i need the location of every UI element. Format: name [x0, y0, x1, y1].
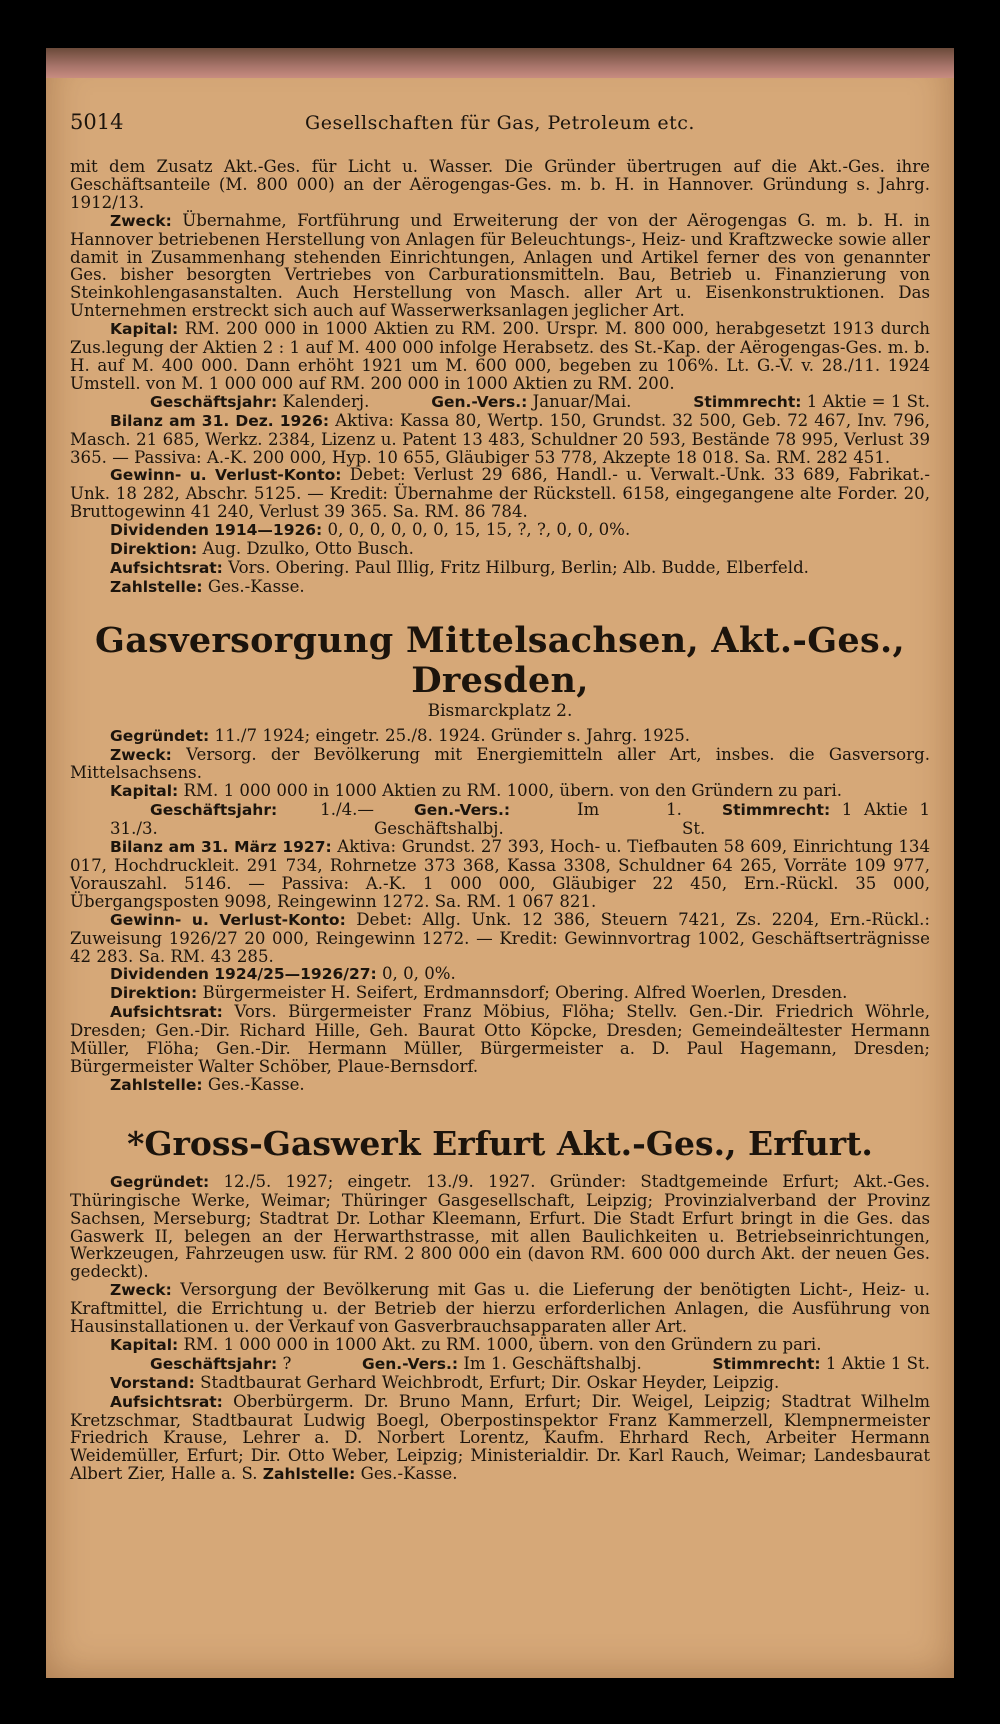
gv-text: Januar/Mai.	[532, 391, 632, 411]
div-text: 0, 0, 0, 0, 0, 0, 15, 15, ?, ?, 0, 0, 0%.	[327, 520, 631, 540]
gj-label: Geschäftsjahr:	[150, 1354, 278, 1373]
company3-aufsichtsrat	[70, 1393, 930, 1485]
ar-text: Oberbürgerm. Dr. Bruno Mann, Erfurt; Dir. Weigel, Leipzig; Stadtrat Wilhelm Kretzschmar, Stadtbaurat Ludwig Boegl, Oberpostinspektor Franz Kammerzell, Klempnermeister Friedrich Krause, Lehrer a. D. Norbert Lorentz, Kaufm. Ehrhard Rech, Arbeiter Hermann Weidemüller, Erfurt; Dir. Otto Weber, Leipzig; Ministerialdir. Dr. Karl Rauch, Weimar; Landesbaurat Albert Zier, Halle a. S.	[70, 1391, 931, 1484]
intro-paragraph: mit dem Zusatz Akt.-Ges. für Licht u. Wasser. Die Gründer übertrugen auf die Akt.-Ges. ihre Geschäftsanteile (M. 800 000) an der Aërogengas-Ges. m. b. H. in Hannover. Gründung s. Jahrg. 1912/13.	[70, 157, 930, 212]
gj-label: Geschäftsjahr:	[150, 801, 278, 820]
zweck-label: Zweck:	[110, 1281, 172, 1300]
gv-field	[391, 393, 631, 412]
intro-dividenden	[70, 521, 930, 540]
company3-gegruendet	[70, 1173, 930, 1281]
zs-label: Zahlstelle:	[262, 1465, 356, 1484]
st-text: 1 Aktie = 1 St.	[806, 391, 930, 411]
company2-aufsichtsrat	[70, 1003, 930, 1076]
gv-text: Im 1. Geschäftshalbj.	[374, 800, 682, 839]
zs-text: Ges.-Kasse.	[360, 1464, 458, 1484]
page-number: 5014	[70, 110, 124, 134]
company3-kapital	[70, 1336, 930, 1355]
intro-guv	[70, 466, 930, 521]
guv-label: Gewinn- u. Verlust-Konto:	[110, 466, 342, 485]
guv-text: Debet: Verlust 29 686, Handl.- u. Verwalt.-Unk. 33 689, Fabrikat.-Unk. 18 282, Abschr. 5125. — Kredit: Übernahme der Rückstell. 6158, eingegangene alte Forder. 20, Bruttogewinn 41 240, Verlust 39 365. Sa. RM. 86 784.	[70, 465, 930, 522]
kapital-text: RM. 200 000 in 1000 Aktien zu RM. 200. Urspr. M. 800 000, herabgesetzt 1913 durch Zus.legung der Aktien 2 : 1 auf M. 400 000 infolge Herabsetz. des St.-Kap. der Aërogengas-Ges. m. b. H. auf M. 400 000. Dann erhöht 1921 um M. 600 000, begeben zu 106%. Lt. G.-V. v. 28./11. 1924 Umstell. von M. 1 000 000 auf RM. 200 000 in 1000 Aktien zu RM. 200.	[70, 319, 930, 393]
gv-label: Gen.-Vers.:	[431, 392, 528, 411]
company2-meta-row	[70, 801, 930, 838]
gj-text: 1./4.—31./3.	[110, 800, 374, 839]
st-label: Stimmrecht:	[693, 392, 802, 411]
company3-meta-row	[70, 1355, 930, 1374]
company-title: *Gross-Gaswerk Erfurt Akt.-Ges., Erfurt.	[127, 1123, 873, 1163]
company2-dividenden	[70, 965, 930, 984]
kapital-label: Kapital:	[110, 782, 179, 801]
ar-label: Aufsichtsrat:	[110, 1392, 223, 1411]
zweck-text: Übernahme, Fortführung und Erweiterung der von der Aërogengas G. m. b. H. in Hannover betriebenen Herstellung von Anlagen für Beleuchtungs-, Heiz- und Kraftzwecke sowie aller damit in Zusammenhang stehenden Einrichtungen, Anlagen und Artikel ferner des von genannter Ges. bisher besorgten Vertriebes von Carburationsmitteln. Bau, Betrieb u. Finanzierung von Steinkohlengasanstalten. Auch Herstellung von Masch. aller Art u. Eisenkonstruktionen. Das Unternehmen erstreckt sich auch auf Wasserwerksanlagen jeglicher Art.	[70, 210, 930, 321]
intro-direktion	[70, 540, 930, 559]
gj-text: Kalenderj.	[282, 391, 370, 411]
zweck-text: Versorgung der Bevölkerung mit Gas u. die Lieferung der benötigten Licht-, Heiz- u. Kraftmittel, die Errichtung u. der Betrieb der hierzu erforderlichen Anlagen, die Ausführung von Hausinstallationen u. der Verkauf von Gasverbrauchsapparaten aller Art.	[70, 1280, 930, 1337]
dir-label: Direktion:	[110, 984, 198, 1003]
gegr-label: Gegründet:	[110, 726, 210, 745]
intro-kapital	[70, 320, 930, 393]
company-title: Gasversorgung Mittelsachsen, Akt.-Ges., Dresden,	[95, 619, 905, 701]
intro-aufsichtsrat	[70, 559, 930, 578]
st-field	[672, 1355, 930, 1374]
bilanz-label: Bilanz am 31. Dez. 1926:	[110, 411, 330, 430]
company3-vorstand	[70, 1374, 930, 1393]
bilanz-text: Aktiva: Grundst. 27 393, Hoch- u. Tiefbauten 58 609, Einrichtung 134 017, Hochdruckleit. 291 734, Rohrnetze 373 368, Kassa 3308, Schuldner 64 265, Vorräte 109 977, Vorauszahl. 5146. — Passiva: A.-K. 1 000 000, Gläubiger 22 450, Ern.-Rückl. 35 000, Übergangsposten 9098, Reingewinn 1272. Sa. RM. 1 067 821.	[70, 837, 930, 911]
zs-text: Ges.-Kasse.	[207, 576, 305, 596]
gj-field	[110, 801, 374, 838]
ar-label: Aufsichtsrat:	[110, 558, 223, 577]
div-label: Dividenden 1924/25—1926/27:	[110, 965, 377, 984]
gegr-text: 11./7 1924; eingetr. 25./8. 1924. Gründer s. Jahrg. 1925.	[214, 725, 691, 745]
st-text: 1 Aktie 1 St.	[825, 1353, 930, 1373]
zs-label: Zahlstelle:	[110, 577, 203, 596]
bilanz-text: Aktiva: Kassa 80, Wertp. 150, Grundst. 32 500, Geb. 72 467, Inv. 796, Masch. 21 685, Werkz. 2384, Lizenz u. Patent 13 483, Schuldner 20 593, Bestände 78 995, Verlust 39 365. — Passiva: A.-K. 200 000, Hyp. 10 655, Gläubiger 53 778, Akzepte 18 018. Sa. RM. 282 451.	[70, 410, 930, 467]
dir-text: Bürgermeister H. Seifert, Erdmannsdorf; Obering. Alfred Woerlen, Dresden.	[202, 983, 848, 1003]
document-page	[46, 48, 954, 1678]
company2-gegruendet	[70, 727, 930, 746]
zweck-label: Zweck:	[110, 211, 172, 230]
gv-field	[322, 1355, 642, 1374]
gegr-text: 12./5. 1927; eingetr. 13./9. 1927. Gründer: Stadtgemeinde Erfurt; Akt.-Ges. Thüringische Werke, Weimar; Thüringer Gasgesellschaft, Leipzig; Provinzialverband der Provinz Sachsen, Merseburg; Stadtrat Dr. Lothar Kleemann, Erfurt. Die Stadt Erfurt bringt in die Ges. das Gaswerk II, belegen an der Herwarthstrasse, mit allen Baulichkeiten u. Betriebseinrichtungen, Werkzeugen, Fahrzeugen usw. für RM. 2 800 000 ein (davon RM. 600 000 durch Akt. der neuen Ges. gedeckt).	[70, 1171, 930, 1282]
guv-text: Debet: Allg. Unk. 12 386, Steuern 7421, Zs. 2204, Ern.-Rückl.: Zuweisung 1926/27 20 000, Reingewinn 1272. — Kredit: Gewinnvortrag 1002, Geschäftserträgnisse 42 283. Sa. RM. 43 285.	[70, 909, 930, 966]
company-address: Bismarckplatz 2.	[427, 700, 573, 721]
zweck-text: Versorg. der Bevölkerung mit Energiemitteln aller Art, insbes. die Gasversorg. Mittelsachsens.	[70, 744, 931, 783]
dir-label: Direktion:	[110, 540, 198, 559]
company2-guv	[70, 911, 930, 966]
st-label: Stimmrecht:	[721, 801, 831, 820]
st-field	[682, 801, 930, 838]
bilanz-label: Bilanz am 31. März 1927:	[110, 838, 332, 857]
company2-zweck	[70, 746, 930, 783]
kapital-label: Kapital:	[110, 1335, 179, 1354]
ar-text: Vors. Obering. Paul Illig, Fritz Hilburg, Berlin; Alb. Budde, Elberfeld.	[228, 557, 809, 577]
intro-bilanz	[70, 412, 930, 467]
kapital-label: Kapital:	[110, 320, 179, 339]
page-header	[70, 110, 930, 140]
vorstand-text: Stadtbaurat Gerhard Weichbrodt, Erfurt; Dir. Oskar Heyder, Leipzig.	[200, 1372, 780, 1392]
gv-label: Gen.-Vers.:	[414, 801, 511, 820]
gv-text: Im 1. Geschäftshalbj.	[463, 1353, 642, 1373]
gj-text: ?	[282, 1353, 292, 1373]
div-text: 0, 0, 0%.	[382, 964, 456, 984]
company2-kapital	[70, 782, 930, 801]
gegr-label: Gegründet:	[110, 1172, 210, 1191]
dir-text: Aug. Dzulko, Otto Busch.	[202, 539, 414, 559]
vorstand-label: Vorstand:	[110, 1373, 195, 1392]
zs-text: Ges.-Kasse.	[207, 1074, 305, 1094]
st-text: 1 Aktie 1 St.	[681, 800, 931, 839]
zs-label: Zahlstelle:	[110, 1075, 203, 1094]
gj-label: Geschäftsjahr:	[150, 392, 278, 411]
gv-field	[374, 801, 682, 838]
guv-label: Gewinn- u. Verlust-Konto:	[110, 910, 346, 929]
ar-text: Vors. Bürgermeister Franz Möbius, Flöha; Stellv. Gen.-Dir. Friedrich Wöhrle, Dresden; Gen.-Dir. Richard Hille, Geh. Baurat Otto Köpcke, Dresden; Gemeindeältester Hermann Müller, Flöha; Gen.-Dir. Hermann Müller, Bürgermeister a. D. Paul Hagemann, Dresden; Bürgermeister Walter Schöber, Plaue-Bernsdorf.	[70, 1002, 931, 1076]
running-title: Gesellschaften für Gas, Petroleum etc.	[305, 112, 695, 134]
gj-field	[110, 1355, 291, 1374]
company2-bilanz	[70, 838, 930, 911]
page-top-edge	[46, 48, 954, 78]
zweck-label: Zweck:	[110, 745, 172, 764]
st-field	[653, 393, 930, 412]
intro-meta-row	[70, 393, 930, 412]
kapital-text: RM. 1 000 000 in 1000 Akt. zu RM. 1000, übern. von den Gründern zu pari.	[183, 1334, 822, 1354]
st-label: Stimmrecht:	[712, 1354, 821, 1373]
gv-label: Gen.-Vers.:	[362, 1354, 459, 1373]
company2-zahlstelle	[70, 1076, 930, 1095]
company3-zweck	[70, 1281, 930, 1336]
intro-zahlstelle	[70, 578, 930, 597]
document-body	[70, 158, 930, 1484]
gj-field	[110, 393, 369, 412]
intro-zweck	[70, 212, 930, 320]
kapital-text: RM. 1 000 000 in 1000 Aktien zu RM. 1000, übern. von den Gründern zu pari.	[183, 781, 843, 801]
company2-direktion	[70, 984, 930, 1003]
ar-label: Aufsichtsrat:	[110, 1003, 223, 1022]
div-label: Dividenden 1914—1926:	[110, 521, 323, 540]
